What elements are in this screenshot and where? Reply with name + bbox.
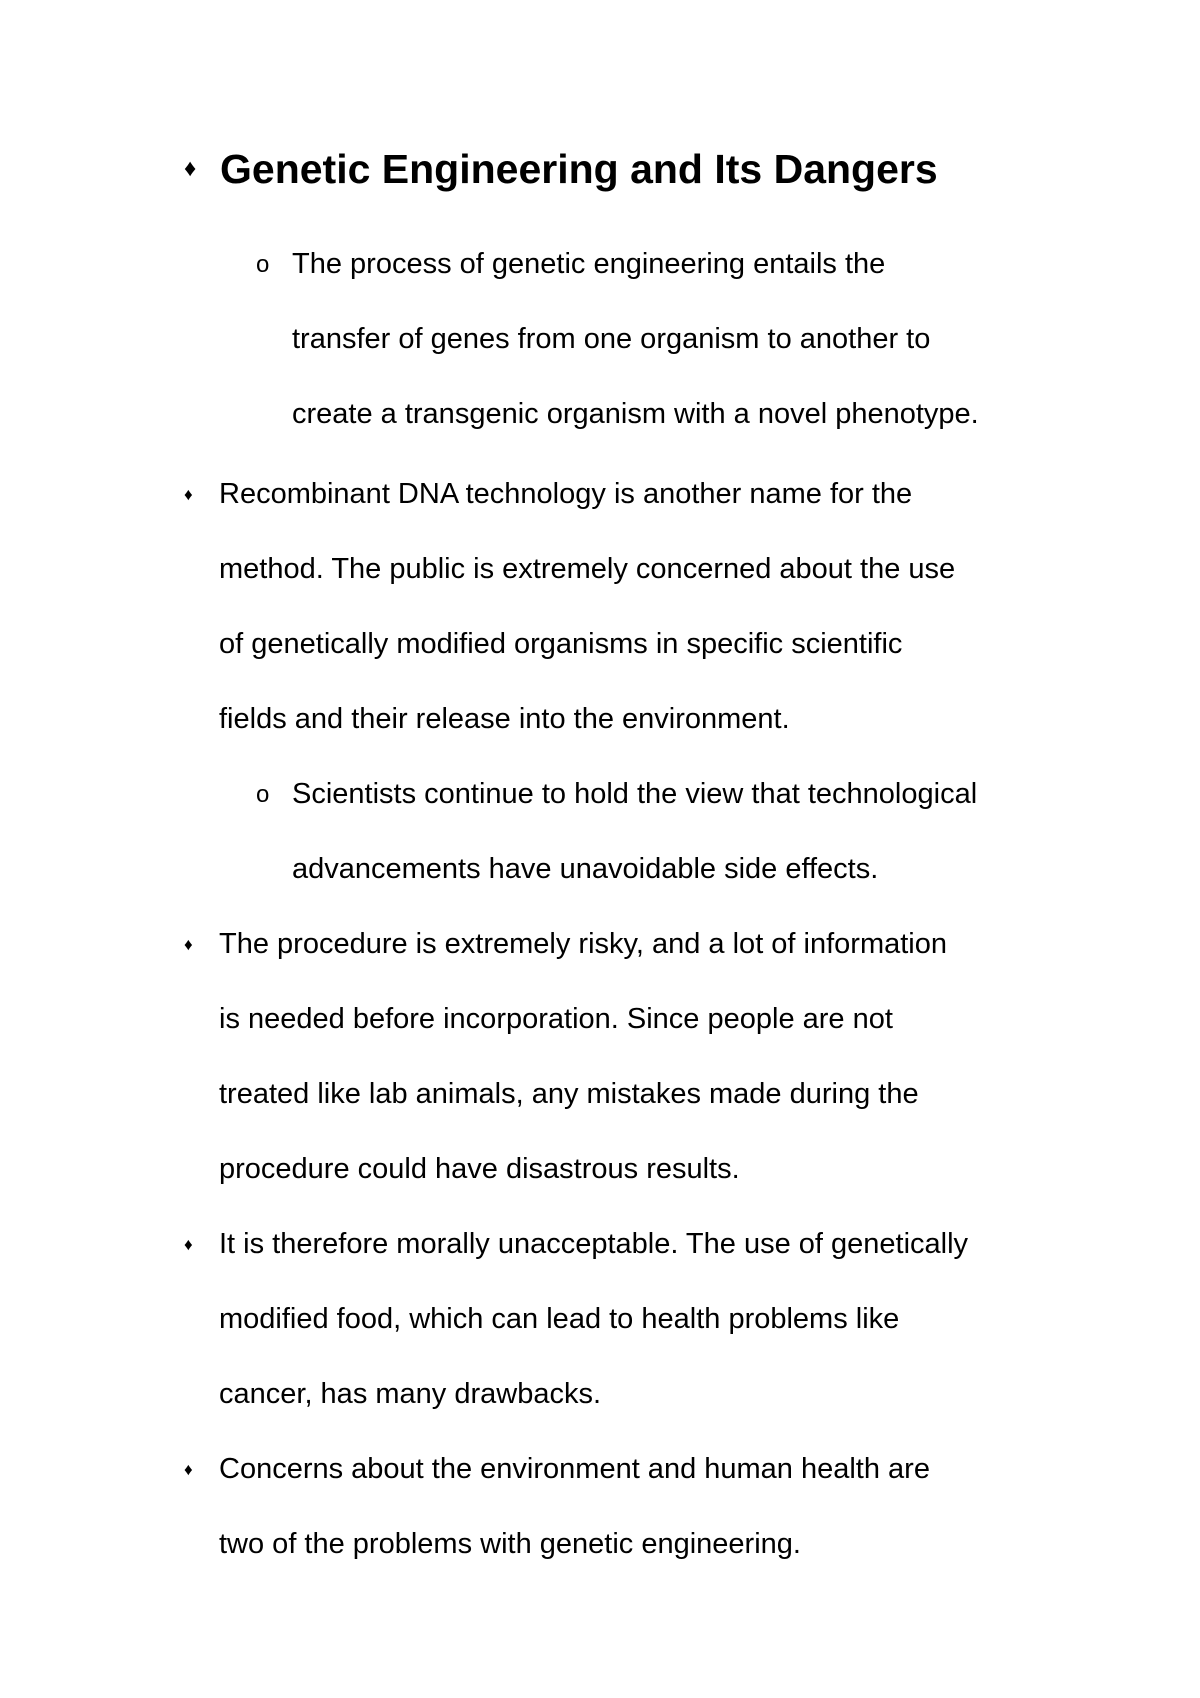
text-line: of genetically modified organisms in specific scientific — [219, 628, 903, 660]
diamond-bullet-icon: ♦ — [184, 1460, 193, 1479]
text-line: two of the problems with genetic engineering. — [219, 1528, 801, 1560]
list-item-text — [292, 757, 1092, 907]
text-line: Recombinant DNA technology is another name for the — [219, 478, 913, 510]
text-line: The process of genetic engineering entails the — [292, 248, 886, 280]
list-item-text — [219, 1432, 1079, 1582]
diamond-bullet-icon: ♦ — [184, 1235, 193, 1254]
circle-bullet-icon: o — [256, 251, 270, 278]
diamond-bullet-icon: ♦ — [184, 155, 197, 182]
text-line: Scientists continue to hold the view that technological — [292, 778, 978, 810]
list-item-text — [219, 907, 1079, 1207]
text-line: advancements have unavoidable side effects. — [292, 853, 879, 885]
text-line: is needed before incorporation. Since people are not — [219, 1003, 893, 1035]
text-line: The procedure is extremely risky, and a lot of information — [219, 928, 948, 960]
text-line: transfer of genes from one organism to another to — [292, 323, 931, 355]
text-line: method. The public is extremely concerned about the use — [219, 553, 956, 585]
text-line: create a transgenic organism with a novel phenotype. — [292, 398, 979, 430]
text-line: Concerns about the environment and human health are — [219, 1453, 930, 1485]
text-line: procedure could have disastrous results. — [219, 1153, 740, 1185]
text-line: cancer, has many drawbacks. — [219, 1378, 602, 1410]
text-line: modified food, which can lead to health problems like — [219, 1303, 900, 1335]
list-item-text — [219, 1207, 1079, 1432]
text-line: It is therefore morally unacceptable. The use of genetically — [219, 1228, 969, 1260]
list-item-text — [219, 457, 1079, 757]
text-line: treated like lab animals, any mistakes made during the — [219, 1078, 919, 1110]
diamond-bullet-icon: ♦ — [184, 485, 193, 504]
list-item-text — [292, 227, 1092, 452]
diamond-bullet-icon: ♦ — [184, 935, 193, 954]
heading-text: Genetic Engineering and Its Dangers — [220, 146, 938, 192]
circle-bullet-icon: o — [256, 781, 270, 808]
text-line: fields and their release into the environment. — [219, 703, 790, 735]
